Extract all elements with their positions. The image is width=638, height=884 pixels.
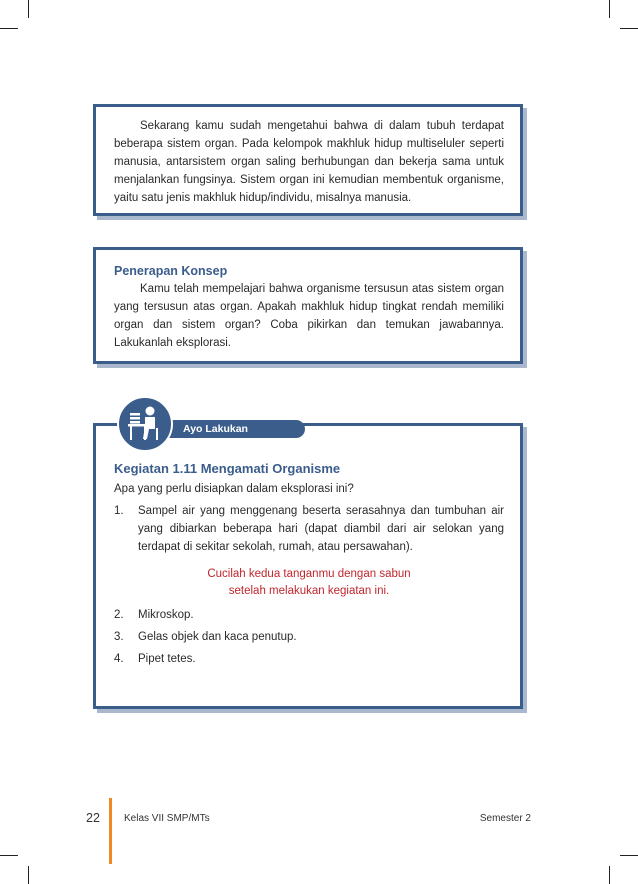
list-text: Pipet tetes. xyxy=(138,653,196,665)
concept-title: Penerapan Konsep xyxy=(114,264,228,278)
crop-mark xyxy=(28,0,29,18)
materials-list-continued xyxy=(114,606,504,668)
footer-semester: Semester 2 xyxy=(479,813,531,824)
student-at-desk-icon xyxy=(117,396,173,452)
list-text: Mikroskop. xyxy=(138,609,194,621)
crop-mark xyxy=(609,0,610,18)
activity-box xyxy=(93,423,523,709)
materials-list xyxy=(114,502,504,556)
list-number: 1. xyxy=(114,505,124,517)
warning-line: Cucilah kedua tanganmu dengan sabun xyxy=(207,568,411,580)
crop-mark xyxy=(0,28,18,29)
crop-mark xyxy=(28,866,29,884)
summary-text: Sekarang kamu sudah mengetahui bahwa di dalam tubuh terdapat beberapa sistem organ. Pada kelompok makhluk hidup multiseluler seperti manusia, antarsistem organ saling berhubungan dan bekerja sama untuk menjalankan fungsinya. Sistem organ ini kemudian membentuk organisme, yaitu satu jenis makhluk hidup/individu, misalnya manusia. xyxy=(114,120,504,204)
list-number: 4. xyxy=(114,653,124,665)
list-number: 2. xyxy=(114,609,124,621)
safety-warning xyxy=(114,566,504,600)
footer-divider xyxy=(109,798,112,864)
activity-title: Kegiatan 1.11 Mengamati Organisme xyxy=(114,461,341,476)
crop-mark xyxy=(620,28,638,29)
list-number: 3. xyxy=(114,631,124,643)
summary-box xyxy=(93,104,523,216)
footer-class: Kelas VII SMP/MTs xyxy=(124,813,210,824)
ayo-lakukan-badge xyxy=(117,394,307,454)
list-item xyxy=(114,606,504,624)
activity-question: Apa yang perlu disiapkan dalam eksplorasi ini? xyxy=(114,483,354,495)
warning-line: setelah melakukan kegiatan ini. xyxy=(228,585,390,597)
crop-mark xyxy=(609,866,610,884)
list-text: Sampel air yang menggenang beserta serasahnya dan tumbuhan air yang dibiarkan beberapa hari (dapat diambil dari air selokan yang terdapat di sekitar sekolah, rumah, atau persawahan). xyxy=(138,505,504,553)
badge-label: Ayo Lakukan xyxy=(183,423,248,435)
crop-mark xyxy=(620,855,638,856)
concept-box xyxy=(93,247,523,364)
page-number: 22 xyxy=(86,811,100,825)
list-item xyxy=(114,628,504,646)
list-text: Gelas objek dan kaca penutup. xyxy=(138,631,297,643)
crop-mark xyxy=(0,855,18,856)
list-item xyxy=(114,650,504,668)
list-item xyxy=(114,502,504,556)
concept-text: Kamu telah mempelajari bahwa organisme tersusun atas sistem organ yang tersusun atas organ. Apakah makhluk hidup tingkat rendah memiliki organ dan sistem organ? Coba pikirkan dan temukan jawabannya. Lakukanlah eksplorasi. xyxy=(114,283,504,349)
